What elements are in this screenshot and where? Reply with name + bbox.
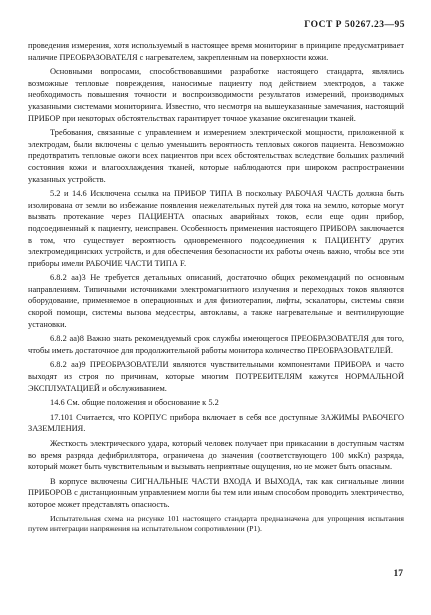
paragraph: Требования, связанные с управлением и измерением электрической мощности, приложенной к электродам, были включены с целью уменьшить вероятность тепловых ожогов пациента. Невозможно предотвратить тепловые ожоги всех пациентов при всех обстоятельствах вследствие больших различий состояния кожи и влагоохлаждения тканей, которые наблюдаются при широком распространении указанных устройств. [28, 128, 404, 184]
paragraph: Основными вопросами, способствовавшими разработке настоящего стандарта, являлись возможные тепловые повреждения, наносимые пациенту под действием электродов, а также необходимость повышения точности и воспроизводимости результатов измерений, производимых указанными системами мониторинга. Известно, что несмотря на вышеуказанные замечания, настоящий ПРИБОР при некоторых обстоятельствах гарантирует точное указание оксигенации тканей. [28, 67, 404, 123]
paragraph: проведения измерения, хотя используемый в настоящее время мониторинг в принципе предусматривает наличие ПРЕОБРАЗОВАТЕЛЯ с нагревателем, закрепленным на поверхности кожи. [28, 41, 404, 62]
paragraph: 17.101 Считается, что КОРПУС прибора включает в себя все доступные ЗАЖИМЫ РАБОЧЕГО ЗАЗЕМЛЕНИЯ. [28, 412, 404, 434]
paragraph: Жесткость электрического удара, который человек получает при прикасании в доступным частям во время разряда дефибриллятора, ограничена до значения (соответствующего 100 мкКл) разряда, который может быть чувствительным и вызывать неприятные ощущения, но не может быть опасным. [28, 439, 404, 472]
page-number: 17 [393, 569, 403, 580]
paragraph: 5.2 и 14.6 Исключена ссылка на ПРИБОР ТИПА В поскольку РАБОЧАЯ ЧАСТЬ должна быть изолирована от земли во избежание появления нежелательных путей для тока на землю, которые могут вызвать протекание через ПАЦИЕНТА опасных аварийных токов, если еще один прибор, подсоединенный к пациенту, неисправен. Особенность применения настоящего ПРИБОРА заключается в том, что существует вероятность одновременного подсоединения к ПАЦИЕНТУ других электромедицинских устройств, и для обеспечения безопасности их работы очень важно, чтобы все эти приборы имели РАБОЧИЕ ЧАСТИ ТИПА F. [28, 189, 404, 268]
paragraph: 6.8.2 аа)3 Не требуется детальных описаний, достаточно общих рекомендаций по основным направлениям. Типичными источниками электромагнитного излучения и переходных токов являются оборудование, применяемое в операционных и для физиотерапии, лифты, эскалаторы, системы связи скорой помощи, системы вызова медсестры, автоклавы, а также нагревательные и вентилирующие установки. [28, 273, 404, 329]
paragraph: Испытательная схема на рисунке 101 настоящего стандарта предназначена для упрощения испытания путем интеграции напряжения на испытательном сопротивлении (Р1). [28, 513, 404, 534]
paragraph: В корпусе включены СИГНАЛЬНЫЕ ЧАСТИ ВХОДА И ВЫХОДА, так как сигнальные линии ПРИБОРОВ с дистанционным управлением могли бы тем или иным способом проводить электричество, которое может представлять опасность. [28, 476, 404, 509]
paragraph: 14.6 См. общие положения и обоснование к 5.2 [50, 398, 219, 408]
document-body [28, 40, 404, 535]
paragraph: 6.8.2 аа)8 Важно знать рекомендуемый срок службы имеющегося ПРЕОБРАЗОВАТЕЛЯ для того, чтобы иметь достаточное для продолжительной работы монитора количество ПРЕОБРАЗОВАТЕЛЕЙ. [28, 334, 404, 355]
paragraph: 6.8.2 аа)9 ПРЕОБРАЗОВАТЕЛИ являются чувствительными компонентами ПРИБОРА и часто выходят из строя по причинам, которые многим ПОТРЕБИТЕЛЯМ кажутся НОРМАЛЬНОЙ ЭКСПЛУАТАЦИЕЙ и обслуживанием. [28, 360, 404, 393]
document-header: ГОСТ Р 50267.23—95 [304, 20, 405, 30]
